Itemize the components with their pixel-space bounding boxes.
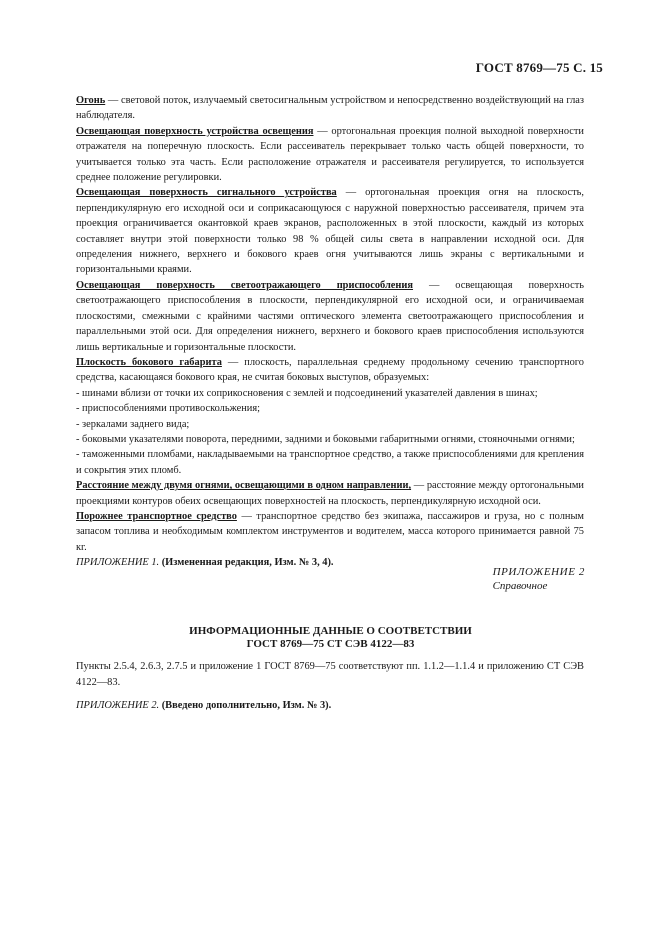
definition-text: — световой поток, излучаемый светосигнальным устройством и непосредственно воздействующий на глаз наблюдателя. xyxy=(76,95,584,122)
definition-text: — ортогональная проекция полной выходной поверхности отражателя на поперечную плоскость. Если рассеиватель перекрывает только часть общей поверхности, то учитывается только эта часть. Если расположение отражателя и рассеивателя регулируется, то используется среднее положение регулировки. xyxy=(76,125,584,184)
term: Освещающая поверхность устройства освещения xyxy=(76,125,314,137)
list-item: - боковыми указателями поворота, передними, задними и боковыми габаритными огнями, стояночными огнями; xyxy=(76,433,575,445)
definition-reflector-surface xyxy=(76,278,584,355)
definition-empty-vehicle xyxy=(76,509,584,555)
info-title xyxy=(0,625,661,651)
appendix2-subtitle: Справочное xyxy=(492,580,548,592)
appendix1-label: ПРИЛОЖЕНИЕ 1. xyxy=(76,557,160,569)
info-title-line1: ИНФОРМАЦИОННЫЕ ДАННЫЕ О СООТВЕТСТВИИ xyxy=(189,625,472,637)
definition-side-plane xyxy=(76,355,584,386)
term: Освещающая поверхность светоотражающего приспособления xyxy=(76,279,414,291)
definition-text: — транспортное средство без экипажа, пассажиров и груза, но с полным запасом топлива и необходимым комплектом инструментов и водителем, масса которого принимается равной 75 кг. xyxy=(76,510,584,553)
definition-fire xyxy=(76,93,584,124)
appendix1-text: (Измененная редакция, Изм. № 3, 4). xyxy=(159,557,334,569)
appendix2-title: ПРИЛОЖЕНИЕ 2 xyxy=(492,566,585,578)
definition-text: — плоскость, параллельная среднему продольному сечению транспортного средства, касающаяся бокового края, не считая боковых выступов, образуемых: xyxy=(76,356,584,384)
page-header: ГОСТ 8769—75 С. 15 xyxy=(475,60,603,75)
list-item: - таможенными пломбами, накладываемыми на транспортное средство, а также приспособлениями для крепления и сокрытия этих пломб. xyxy=(76,449,584,476)
info-text: Пункты 2.5.4, 2.6.3, 2.7.5 и приложение 1 ГОСТ 8769—75 соответствуют пп. 1.1.2—1.1.4 и приложению СТ СЭВ 4122—83. xyxy=(76,661,584,688)
term: Порожнее транспортное средство xyxy=(76,510,237,522)
term: Освещающая поверхность сигнального устройства xyxy=(76,187,337,199)
definition-lighting-surface xyxy=(76,124,584,186)
definition-distance xyxy=(76,478,584,509)
term: Расстояние между двумя огнями, освещающими в одном направлении, xyxy=(76,480,412,492)
appendix2-note xyxy=(76,700,331,711)
appendix2-note-label: ПРИЛОЖЕНИЕ 2. xyxy=(76,700,160,711)
term: Плоскость бокового габарита xyxy=(76,356,222,368)
definitions-body xyxy=(76,93,584,571)
term: Огонь xyxy=(76,95,106,106)
list-item: - зеркалами заднего вида; xyxy=(76,418,190,430)
appendix2-heading xyxy=(493,565,585,593)
definition-text: — ортогональная проекция огня на плоскость, перпендикулярную его исходной оси и соприкасающуюся с наружной поверхностью рассеивателя, причем эта проекция ограничивается окантовкой краев экранов, расположенных в этой плоскости, каждый из которых составляет внутри этой поверхности только 98 % общей силы света в направлении исходной оси. Для определения нижнего, верхнего и бокового краев огня учитываются лишь экраны с вертикальными и горизонтальными краями. xyxy=(76,187,584,276)
list-item: - шинами вблизи от точки их соприкосновения с землей и подсоединений указателей давления в шинах; xyxy=(76,387,538,399)
list-item: - приспособлениями противоскольжения; xyxy=(76,403,261,415)
definition-text: — освещающая поверхность светоотражающего приспособления в плоскости, перпендикулярной его исходной оси, и ограничиваемая плоскостями, смежными с крайними частями оптического элемента светоотражающего приспособления и параллельными этой оси. Для определения нижнего, верхнего и бокового краев приспособления используются лишь вертикальные и горизонтальные плоскости. xyxy=(76,279,584,353)
definition-text: — расстояние между ортогональными проекциями контуров обеих освещающих поверхностей на плоскость, перпендикулярную исходной оси. xyxy=(76,480,584,507)
definition-signal-surface xyxy=(76,185,584,277)
info-title-line2: ГОСТ 8769—75 СТ СЭВ 4122—83 xyxy=(246,638,415,650)
appendix2-note-text: (Введено дополнительно, Изм. № 3). xyxy=(159,700,332,711)
